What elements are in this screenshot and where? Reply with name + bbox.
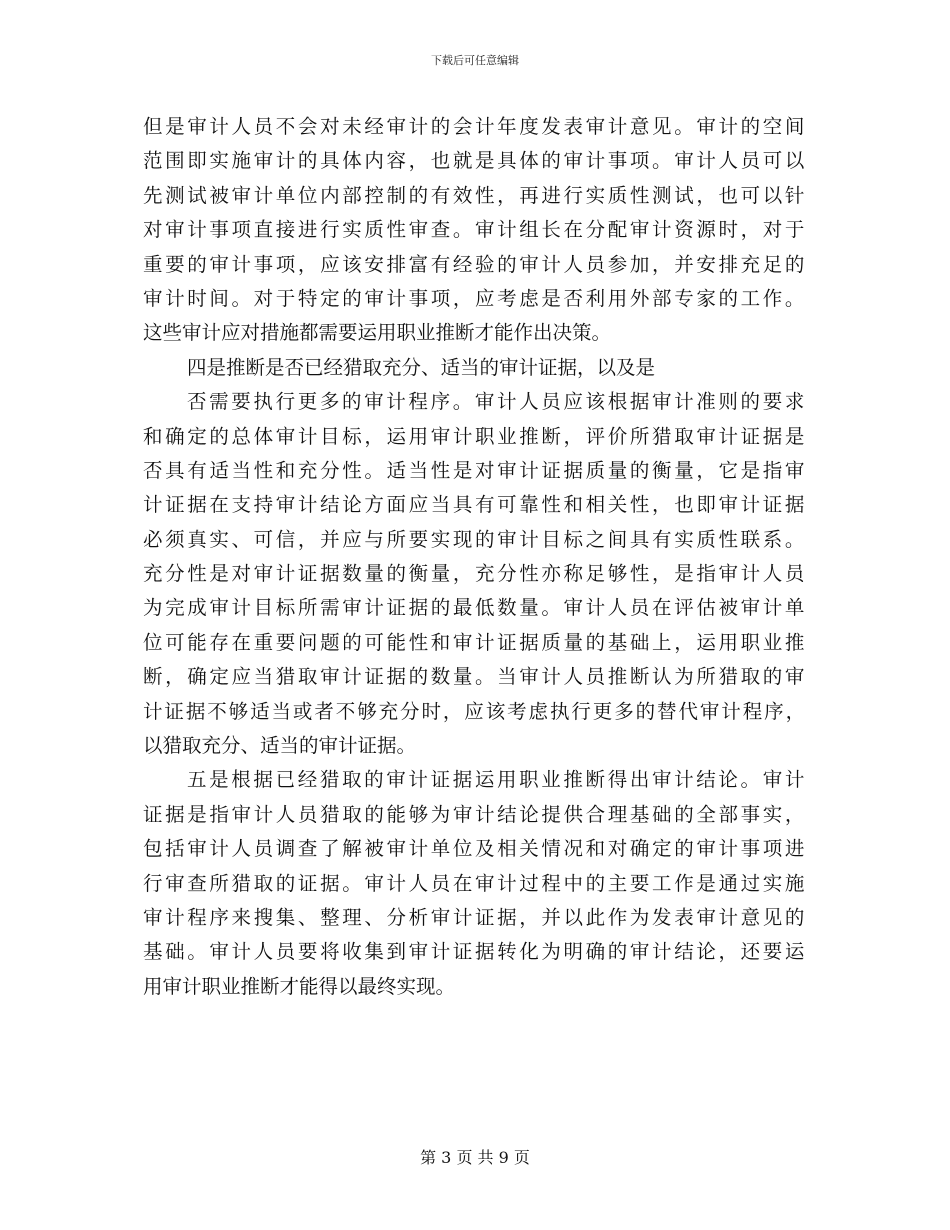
text-line: 先测试被审计单位内部控制的有效性，再进行实质性测试，也可以针	[143, 183, 807, 207]
text-line: 包括审计人员调查了解被审计单位及相关情况和对确定的审计事项进	[143, 837, 807, 861]
text-line: 审计程序来搜集、整理、分析审计证据，并以此作为发表审计意见的	[143, 905, 807, 929]
text-line: 对审计事项直接进行实质性审查。审计组长在分配审计资源时，对于	[143, 218, 807, 242]
text-line: 基础。审计人员要将收集到审计证据转化为明确的审计结论，还要运	[143, 940, 807, 964]
text-line: 五是根据已经猎取的审计证据运用职业推断得出审计结论。审计	[187, 768, 807, 792]
text-line: 用审计职业推断才能得以最终实现。	[143, 974, 456, 998]
text-line: 否需要执行更多的审计程序。审计人员应该根据审计准则的要求	[187, 390, 807, 414]
body-text	[143, 110, 807, 1004]
text-line: 否具有适当性和充分性。适当性是对审计证据质量的衡量，它是指审	[143, 458, 807, 482]
page-header: 下载后可任意编辑	[431, 54, 519, 67]
document-body	[143, 110, 807, 1004]
page-footer: 第 3 页 共 9 页	[420, 1148, 530, 1167]
text-line: 审计时间。对于特定的审计事项，应考虑是否利用外部专家的工作。	[143, 286, 807, 310]
text-line: 行审查所猎取的证据。审计人员在审计过程中的主要工作是通过实施	[143, 871, 807, 895]
text-line: 计证据不够适当或者不够充分时，应该考虑执行更多的替代审计程序，	[143, 699, 807, 723]
text-line: 断，确定应当猎取审计证据的数量。当审计人员推断认为所猎取的审	[143, 665, 807, 689]
text-line: 位可能存在重要问题的可能性和审计证据质量的基础上，运用职业推	[143, 630, 807, 654]
text-line: 这些审计应对措施都需要运用职业推断才能作出决策。	[143, 321, 612, 345]
text-line: 证据是指审计人员猎取的能够为审计结论提供合理基础的全部事实，	[143, 802, 807, 826]
text-line: 和确定的总体审计目标，运用审计职业推断，评价所猎取审计证据是	[143, 424, 807, 448]
text-line: 计证据在支持审计结论方面应当具有可靠性和相关性，也即审计证据	[143, 493, 807, 517]
text-line: 为完成审计目标所需审计证据的最低数量。审计人员在评估被审计单	[143, 596, 807, 620]
text-line: 范围即实施审计的具体内容，也就是具体的审计事项。审计人员可以	[143, 149, 807, 173]
text-line: 四是推断是否已经猎取充分、适当的审计证据，以及是	[187, 355, 656, 379]
text-line: 必须真实、可信，并应与所要实现的审计目标之间具有实质性联系。	[143, 527, 807, 551]
text-line: 重要的审计事项，应该安排富有经验的审计人员参加，并安排充足的	[143, 252, 807, 276]
text-line: 以猎取充分、适当的审计证据。	[143, 734, 417, 758]
text-line: 但是审计人员不会对未经审计的会计年度发表审计意见。审计的空间	[143, 115, 807, 138]
text-line: 充分性是对审计证据数量的衡量，充分性亦称足够性，是指审计人员	[143, 562, 807, 586]
